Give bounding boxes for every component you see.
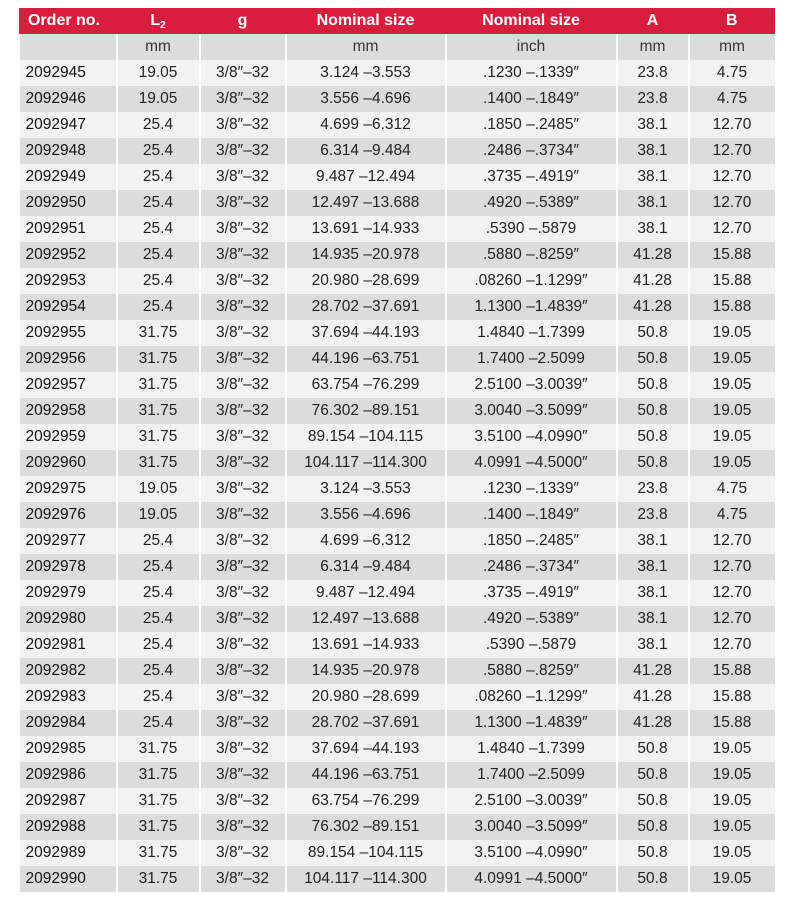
table-row bbox=[20, 294, 775, 320]
a-cell: 50.8 bbox=[617, 866, 689, 892]
nominal-mm-cell: 3.124 –3.553 bbox=[286, 476, 446, 502]
g-cell: 3/8″–32 bbox=[200, 762, 286, 788]
table-row bbox=[20, 684, 775, 710]
header-nominal-size-inch: Nominal size bbox=[446, 8, 617, 34]
nominal-inch-cell: 1.7400 –2.5099 bbox=[446, 346, 617, 372]
nominal-inch-cell: .1400 –.1849″ bbox=[446, 86, 617, 112]
nominal-inch-cell: .1400 –.1849″ bbox=[446, 502, 617, 528]
nominal-inch-cell: 2.5100 –3.0039″ bbox=[446, 788, 617, 814]
nominal-mm-cell: 6.314 –9.484 bbox=[286, 138, 446, 164]
table-row bbox=[20, 216, 775, 242]
nominal-inch-cell: 1.1300 –1.4839″ bbox=[446, 294, 617, 320]
b-cell: 19.05 bbox=[689, 346, 775, 372]
order-no-cell: 2092977 bbox=[20, 528, 117, 554]
a-cell: 23.8 bbox=[617, 60, 689, 86]
table-row bbox=[20, 736, 775, 762]
l2-cell: 31.75 bbox=[117, 736, 200, 762]
nominal-mm-cell: 4.699 –6.312 bbox=[286, 112, 446, 138]
nominal-mm-cell: 28.702 –37.691 bbox=[286, 710, 446, 736]
a-cell: 38.1 bbox=[617, 112, 689, 138]
g-cell: 3/8″–32 bbox=[200, 450, 286, 476]
nominal-mm-cell: 3.556 –4.696 bbox=[286, 86, 446, 112]
b-cell: 12.70 bbox=[689, 606, 775, 632]
b-cell: 19.05 bbox=[689, 320, 775, 346]
l2-cell: 25.4 bbox=[117, 580, 200, 606]
g-cell: 3/8″–32 bbox=[200, 112, 286, 138]
nominal-mm-cell: 89.154 –104.115 bbox=[286, 840, 446, 866]
g-cell: 3/8″–32 bbox=[200, 554, 286, 580]
order-no-cell: 2092979 bbox=[20, 580, 117, 606]
a-cell: 23.8 bbox=[617, 502, 689, 528]
order-no-cell: 2092983 bbox=[20, 684, 117, 710]
nominal-inch-cell: 1.1300 –1.4839″ bbox=[446, 710, 617, 736]
l2-cell: 25.4 bbox=[117, 242, 200, 268]
nominal-mm-cell: 89.154 –104.115 bbox=[286, 424, 446, 450]
nominal-inch-cell: .2486 –.3734″ bbox=[446, 138, 617, 164]
g-cell: 3/8″–32 bbox=[200, 372, 286, 398]
table-row bbox=[20, 554, 775, 580]
l2-cell: 25.4 bbox=[117, 554, 200, 580]
order-no-cell: 2092960 bbox=[20, 450, 117, 476]
nominal-mm-cell: 3.124 –3.553 bbox=[286, 60, 446, 86]
l2-cell: 19.05 bbox=[117, 502, 200, 528]
order-no-cell: 2092951 bbox=[20, 216, 117, 242]
table-row bbox=[20, 138, 775, 164]
a-cell: 50.8 bbox=[617, 762, 689, 788]
b-cell: 12.70 bbox=[689, 138, 775, 164]
l2-cell: 25.4 bbox=[117, 190, 200, 216]
nominal-mm-cell: 37.694 –44.193 bbox=[286, 320, 446, 346]
table-row bbox=[20, 502, 775, 528]
table-row bbox=[20, 632, 775, 658]
nominal-inch-cell: .5390 –.5879 bbox=[446, 632, 617, 658]
nominal-mm-cell: 12.497 –13.688 bbox=[286, 606, 446, 632]
a-cell: 50.8 bbox=[617, 346, 689, 372]
nominal-inch-cell: .08260 –1.1299″ bbox=[446, 684, 617, 710]
order-no-cell: 2092987 bbox=[20, 788, 117, 814]
l2-cell: 31.75 bbox=[117, 424, 200, 450]
nominal-mm-cell: 104.117 –114.300 bbox=[286, 450, 446, 476]
g-cell: 3/8″–32 bbox=[200, 632, 286, 658]
b-cell: 12.70 bbox=[689, 554, 775, 580]
nominal-mm-cell: 4.699 –6.312 bbox=[286, 528, 446, 554]
a-cell: 38.1 bbox=[617, 190, 689, 216]
table-row bbox=[20, 450, 775, 476]
unit-cell: mm bbox=[689, 34, 775, 60]
l2-cell: 25.4 bbox=[117, 658, 200, 684]
order-no-cell: 2092954 bbox=[20, 294, 117, 320]
nominal-mm-cell: 44.196 –63.751 bbox=[286, 762, 446, 788]
a-cell: 23.8 bbox=[617, 86, 689, 112]
g-cell: 3/8″–32 bbox=[200, 424, 286, 450]
a-cell: 50.8 bbox=[617, 320, 689, 346]
nominal-mm-cell: 20.980 –28.699 bbox=[286, 268, 446, 294]
g-cell: 3/8″–32 bbox=[200, 788, 286, 814]
b-cell: 19.05 bbox=[689, 762, 775, 788]
g-cell: 3/8″–32 bbox=[200, 268, 286, 294]
g-cell: 3/8″–32 bbox=[200, 476, 286, 502]
b-cell: 19.05 bbox=[689, 866, 775, 892]
nominal-mm-cell: 12.497 –13.688 bbox=[286, 190, 446, 216]
nominal-inch-cell: 3.5100 –4.0990″ bbox=[446, 424, 617, 450]
l2-cell: 25.4 bbox=[117, 138, 200, 164]
g-cell: 3/8″–32 bbox=[200, 606, 286, 632]
table-row bbox=[20, 840, 775, 866]
g-cell: 3/8″–32 bbox=[200, 658, 286, 684]
g-cell: 3/8″–32 bbox=[200, 710, 286, 736]
nominal-inch-cell: .1230 –.1339″ bbox=[446, 60, 617, 86]
nominal-inch-cell: 3.5100 –4.0990″ bbox=[446, 840, 617, 866]
a-cell: 50.8 bbox=[617, 736, 689, 762]
a-cell: 41.28 bbox=[617, 242, 689, 268]
order-no-cell: 2092957 bbox=[20, 372, 117, 398]
order-no-cell: 2092953 bbox=[20, 268, 117, 294]
b-cell: 15.88 bbox=[689, 242, 775, 268]
g-cell: 3/8″–32 bbox=[200, 398, 286, 424]
table-row bbox=[20, 398, 775, 424]
order-no-cell: 2092990 bbox=[20, 866, 117, 892]
order-no-cell: 2092955 bbox=[20, 320, 117, 346]
l2-cell: 25.4 bbox=[117, 710, 200, 736]
g-cell: 3/8″–32 bbox=[200, 684, 286, 710]
order-no-cell: 2092947 bbox=[20, 112, 117, 138]
unit-cell: mm bbox=[117, 34, 200, 60]
order-no-cell: 2092985 bbox=[20, 736, 117, 762]
b-cell: 12.70 bbox=[689, 190, 775, 216]
nominal-inch-cell: .3735 –.4919″ bbox=[446, 164, 617, 190]
table-row bbox=[20, 788, 775, 814]
a-cell: 38.1 bbox=[617, 606, 689, 632]
b-cell: 19.05 bbox=[689, 372, 775, 398]
table-row bbox=[20, 580, 775, 606]
l2-cell: 25.4 bbox=[117, 112, 200, 138]
l2-cell: 25.4 bbox=[117, 268, 200, 294]
table-row bbox=[20, 320, 775, 346]
l2-cell: 31.75 bbox=[117, 346, 200, 372]
nominal-inch-cell: .2486 –.3734″ bbox=[446, 554, 617, 580]
a-cell: 50.8 bbox=[617, 788, 689, 814]
a-cell: 50.8 bbox=[617, 450, 689, 476]
table-row bbox=[20, 86, 775, 112]
header-nominal-size-mm: Nominal size bbox=[286, 8, 446, 34]
nominal-mm-cell: 104.117 –114.300 bbox=[286, 866, 446, 892]
order-no-cell: 2092980 bbox=[20, 606, 117, 632]
unit-cell bbox=[20, 34, 117, 60]
order-no-cell: 2092976 bbox=[20, 502, 117, 528]
order-no-cell: 2092946 bbox=[20, 86, 117, 112]
a-cell: 50.8 bbox=[617, 814, 689, 840]
l2-cell: 25.4 bbox=[117, 684, 200, 710]
a-cell: 50.8 bbox=[617, 398, 689, 424]
order-no-cell: 2092978 bbox=[20, 554, 117, 580]
nominal-mm-cell: 9.487 –12.494 bbox=[286, 580, 446, 606]
b-cell: 12.70 bbox=[689, 580, 775, 606]
g-cell: 3/8″–32 bbox=[200, 190, 286, 216]
g-cell: 3/8″–32 bbox=[200, 86, 286, 112]
table-row bbox=[20, 658, 775, 684]
table-row bbox=[20, 476, 775, 502]
order-no-cell: 2092984 bbox=[20, 710, 117, 736]
g-cell: 3/8″–32 bbox=[200, 294, 286, 320]
order-no-cell: 2092945 bbox=[20, 60, 117, 86]
l2-cell: 31.75 bbox=[117, 762, 200, 788]
table-row bbox=[20, 814, 775, 840]
a-cell: 41.28 bbox=[617, 658, 689, 684]
l2-cell: 25.4 bbox=[117, 216, 200, 242]
unit-cell: mm bbox=[286, 34, 446, 60]
nominal-inch-cell: .5390 –.5879 bbox=[446, 216, 617, 242]
nominal-inch-cell: 1.4840 –1.7399 bbox=[446, 736, 617, 762]
nominal-inch-cell: .1850 –.2485″ bbox=[446, 528, 617, 554]
l2-cell: 25.4 bbox=[117, 606, 200, 632]
b-cell: 19.05 bbox=[689, 424, 775, 450]
table-row bbox=[20, 164, 775, 190]
nominal-inch-cell: 4.0991 –4.5000″ bbox=[446, 450, 617, 476]
unit-cell: inch bbox=[446, 34, 617, 60]
l2-cell: 31.75 bbox=[117, 788, 200, 814]
table-row bbox=[20, 190, 775, 216]
a-cell: 38.1 bbox=[617, 138, 689, 164]
order-no-cell: 2092982 bbox=[20, 658, 117, 684]
a-cell: 41.28 bbox=[617, 268, 689, 294]
header-b: B bbox=[689, 8, 775, 34]
g-cell: 3/8″–32 bbox=[200, 736, 286, 762]
a-cell: 38.1 bbox=[617, 632, 689, 658]
table-row bbox=[20, 242, 775, 268]
a-cell: 38.1 bbox=[617, 216, 689, 242]
table-row bbox=[20, 268, 775, 294]
g-cell: 3/8″–32 bbox=[200, 164, 286, 190]
header-l2: $L_2$ bbox=[117, 8, 200, 34]
a-cell: 38.1 bbox=[617, 554, 689, 580]
nominal-inch-cell: 2.5100 –3.0039″ bbox=[446, 372, 617, 398]
nominal-inch-cell: 3.0040 –3.5099″ bbox=[446, 814, 617, 840]
nominal-mm-cell: 76.302 –89.151 bbox=[286, 814, 446, 840]
nominal-mm-cell: 13.691 –14.933 bbox=[286, 216, 446, 242]
b-cell: 19.05 bbox=[689, 398, 775, 424]
table-row bbox=[20, 762, 775, 788]
l2-cell: 25.4 bbox=[117, 164, 200, 190]
g-cell: 3/8″–32 bbox=[200, 216, 286, 242]
a-cell: 38.1 bbox=[617, 528, 689, 554]
table-row bbox=[20, 528, 775, 554]
nominal-mm-cell: 6.314 –9.484 bbox=[286, 554, 446, 580]
nominal-mm-cell: 63.754 –76.299 bbox=[286, 788, 446, 814]
a-cell: 23.8 bbox=[617, 476, 689, 502]
g-cell: 3/8″–32 bbox=[200, 866, 286, 892]
g-cell: 3/8″–32 bbox=[200, 580, 286, 606]
a-cell: 41.28 bbox=[617, 684, 689, 710]
b-cell: 15.88 bbox=[689, 658, 775, 684]
l2-cell: 31.75 bbox=[117, 450, 200, 476]
b-cell: 15.88 bbox=[689, 294, 775, 320]
nominal-inch-cell: .4920 –.5389″ bbox=[446, 606, 617, 632]
b-cell: 4.75 bbox=[689, 60, 775, 86]
b-cell: 4.75 bbox=[689, 86, 775, 112]
nominal-inch-cell: 1.4840 –1.7399 bbox=[446, 320, 617, 346]
nominal-inch-cell: .08260 –1.1299″ bbox=[446, 268, 617, 294]
nominal-mm-cell: 44.196 –63.751 bbox=[286, 346, 446, 372]
b-cell: 19.05 bbox=[689, 814, 775, 840]
order-no-cell: 2092950 bbox=[20, 190, 117, 216]
order-no-cell: 2092958 bbox=[20, 398, 117, 424]
a-cell: 38.1 bbox=[617, 164, 689, 190]
header-g: g bbox=[200, 8, 286, 34]
b-cell: 15.88 bbox=[689, 710, 775, 736]
l2-cell: 25.4 bbox=[117, 632, 200, 658]
nominal-mm-cell: 63.754 –76.299 bbox=[286, 372, 446, 398]
a-cell: 50.8 bbox=[617, 840, 689, 866]
b-cell: 12.70 bbox=[689, 216, 775, 242]
table-row bbox=[20, 372, 775, 398]
order-specification-table bbox=[19, 8, 775, 892]
b-cell: 12.70 bbox=[689, 528, 775, 554]
b-cell: 4.75 bbox=[689, 476, 775, 502]
table-row bbox=[20, 424, 775, 450]
nominal-inch-cell: .4920 –.5389″ bbox=[446, 190, 617, 216]
nominal-mm-cell: 14.935 –20.978 bbox=[286, 658, 446, 684]
l2-cell: 31.75 bbox=[117, 372, 200, 398]
l2-cell: 19.05 bbox=[117, 60, 200, 86]
order-no-cell: 2092975 bbox=[20, 476, 117, 502]
b-cell: 12.70 bbox=[689, 632, 775, 658]
table-header bbox=[20, 8, 775, 34]
nominal-inch-cell: .1230 –.1339″ bbox=[446, 476, 617, 502]
b-cell: 12.70 bbox=[689, 164, 775, 190]
a-cell: 50.8 bbox=[617, 424, 689, 450]
order-no-cell: 2092989 bbox=[20, 840, 117, 866]
g-cell: 3/8″–32 bbox=[200, 346, 286, 372]
nominal-inch-cell: .3735 –.4919″ bbox=[446, 580, 617, 606]
order-no-cell: 2092986 bbox=[20, 762, 117, 788]
nominal-mm-cell: 37.694 –44.193 bbox=[286, 736, 446, 762]
nominal-inch-cell: 3.0040 –3.5099″ bbox=[446, 398, 617, 424]
table-row bbox=[20, 112, 775, 138]
table-row bbox=[20, 346, 775, 372]
l2-cell: 19.05 bbox=[117, 476, 200, 502]
nominal-mm-cell: 28.702 –37.691 bbox=[286, 294, 446, 320]
nominal-inch-cell: 1.7400 –2.5099 bbox=[446, 762, 617, 788]
unit-cell bbox=[200, 34, 286, 60]
b-cell: 15.88 bbox=[689, 684, 775, 710]
a-cell: 41.28 bbox=[617, 294, 689, 320]
g-cell: 3/8″–32 bbox=[200, 60, 286, 86]
order-no-cell: 2092948 bbox=[20, 138, 117, 164]
a-cell: 38.1 bbox=[617, 580, 689, 606]
nominal-inch-cell: .5880 –.8259″ bbox=[446, 658, 617, 684]
order-no-cell: 2092956 bbox=[20, 346, 117, 372]
b-cell: 19.05 bbox=[689, 736, 775, 762]
nominal-mm-cell: 76.302 –89.151 bbox=[286, 398, 446, 424]
g-cell: 3/8″–32 bbox=[200, 138, 286, 164]
b-cell: 19.05 bbox=[689, 840, 775, 866]
order-no-cell: 2092952 bbox=[20, 242, 117, 268]
unit-cell: mm bbox=[617, 34, 689, 60]
b-cell: 4.75 bbox=[689, 502, 775, 528]
b-cell: 15.88 bbox=[689, 268, 775, 294]
l2-cell: 25.4 bbox=[117, 528, 200, 554]
l2-cell: 31.75 bbox=[117, 320, 200, 346]
l2-cell: 31.75 bbox=[117, 840, 200, 866]
g-cell: 3/8″–32 bbox=[200, 242, 286, 268]
nominal-mm-cell: 14.935 –20.978 bbox=[286, 242, 446, 268]
b-cell: 19.05 bbox=[689, 450, 775, 476]
table-body bbox=[20, 34, 775, 892]
order-no-cell: 2092959 bbox=[20, 424, 117, 450]
header-a: A bbox=[617, 8, 689, 34]
g-cell: 3/8″–32 bbox=[200, 840, 286, 866]
l2-cell: 25.4 bbox=[117, 294, 200, 320]
order-no-cell: 2092988 bbox=[20, 814, 117, 840]
g-cell: 3/8″–32 bbox=[200, 528, 286, 554]
table-row bbox=[20, 60, 775, 86]
table-row bbox=[20, 866, 775, 892]
order-no-cell: 2092981 bbox=[20, 632, 117, 658]
header-order-no: Order no. bbox=[20, 8, 117, 34]
a-cell: 50.8 bbox=[617, 372, 689, 398]
g-cell: 3/8″–32 bbox=[200, 502, 286, 528]
nominal-mm-cell: 13.691 –14.933 bbox=[286, 632, 446, 658]
nominal-inch-cell: 4.0991 –4.5000″ bbox=[446, 866, 617, 892]
table-row bbox=[20, 710, 775, 736]
nominal-inch-cell: .1850 –.2485″ bbox=[446, 112, 617, 138]
order-no-cell: 2092949 bbox=[20, 164, 117, 190]
b-cell: 19.05 bbox=[689, 788, 775, 814]
l2-cell: 31.75 bbox=[117, 814, 200, 840]
nominal-mm-cell: 9.487 –12.494 bbox=[286, 164, 446, 190]
g-cell: 3/8″–32 bbox=[200, 814, 286, 840]
l2-cell: 31.75 bbox=[117, 398, 200, 424]
units-row bbox=[20, 34, 775, 60]
g-cell: 3/8″–32 bbox=[200, 320, 286, 346]
l2-cell: 31.75 bbox=[117, 866, 200, 892]
table-row bbox=[20, 606, 775, 632]
l2-cell: 19.05 bbox=[117, 86, 200, 112]
header-row bbox=[20, 8, 775, 34]
nominal-mm-cell: 20.980 –28.699 bbox=[286, 684, 446, 710]
nominal-mm-cell: 3.556 –4.696 bbox=[286, 502, 446, 528]
nominal-inch-cell: .5880 –.8259″ bbox=[446, 242, 617, 268]
a-cell: 41.28 bbox=[617, 710, 689, 736]
b-cell: 12.70 bbox=[689, 112, 775, 138]
